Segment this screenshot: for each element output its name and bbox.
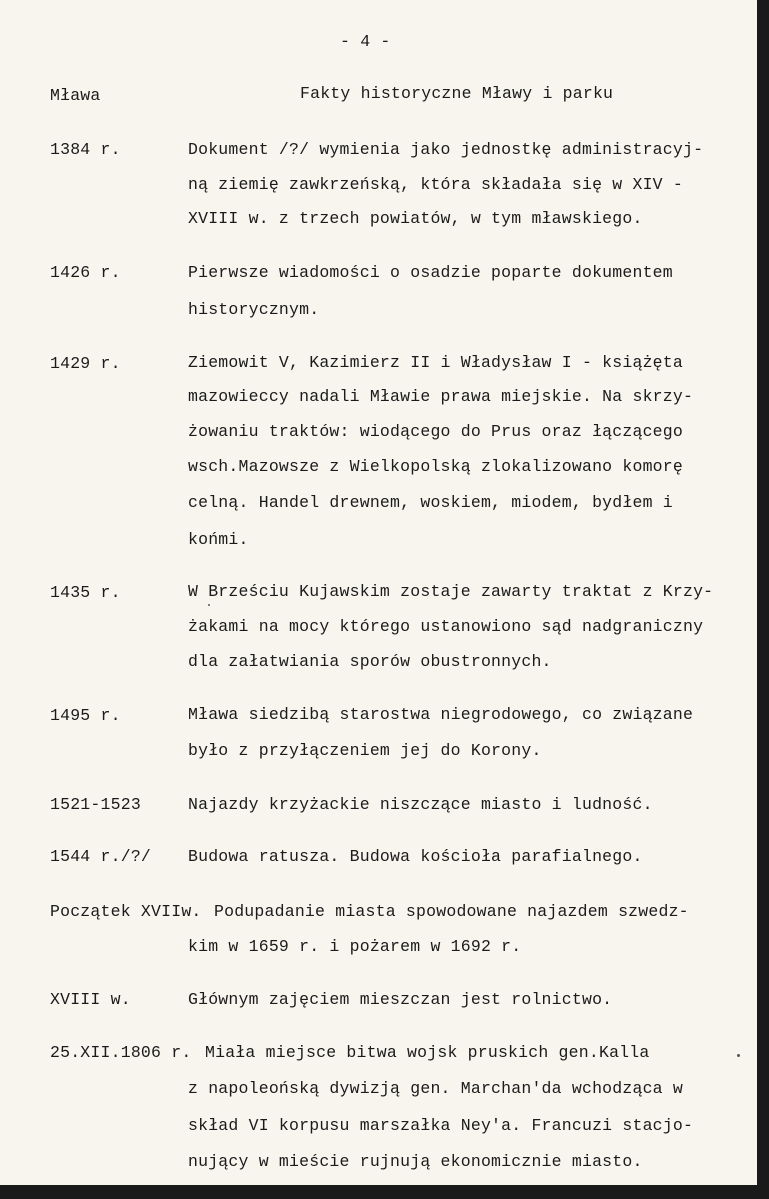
entry-text-line: historycznym. (188, 300, 320, 319)
entry-text-line: mazowieccy nadali Mławie prawa miejskie. Na skrzy- (188, 387, 694, 406)
entry-text-line: nujący w mieście rujnują ekonomicznie miasto. (188, 1152, 643, 1171)
entry-text-line: końmi. (188, 530, 249, 549)
entry-text-line: Ziemowit V, Kazimierz II i Władysław I - książęta (188, 353, 683, 372)
entry-text-line: Mława siedzibą starostwa niegrodowego, co związane (188, 705, 694, 724)
entry-text-line: Budowa ratusza. Budowa kościoła parafialnego. (188, 847, 643, 866)
entry-text-line: dla załatwiania sporów obustronnych. (188, 652, 552, 671)
entry-date: Początek XVIIw. (50, 902, 202, 921)
entry-text-line: skład VI korpusu marszałka Ney'a. Francuzi stacjo- (188, 1116, 694, 1135)
entry-text-line: XVIII w. z trzech powiatów, w tym mławskiego. (188, 209, 643, 228)
entry-text-line: żowaniu traktów: wiodącego do Prus oraz łączącego (188, 422, 683, 441)
entry-date: 1521-1523 (50, 795, 141, 814)
entry-text-line: wsch.Mazowsze z Wielkopolską zlokalizowano komorę (188, 457, 683, 476)
entry-text-line: Podupadanie miasta spowodowane najazdem szwedz- (214, 902, 689, 921)
scan-border-right (757, 0, 769, 1199)
page-heading: Fakty historyczne Mławy i parku (300, 84, 614, 103)
entry-text-line: Głównym zajęciem mieszczan jest rolnictwo. (188, 990, 613, 1009)
entry-text-line: Najazdy krzyżackie niszczące miasto i ludność. (188, 795, 653, 814)
entry-text-line: Dokument /?/ wymienia jako jednostkę administracyj- (188, 140, 704, 159)
entry-date: 1544 r./?/ (50, 847, 152, 866)
entry-date: 1384 r. (50, 140, 121, 159)
entry-date: 1429 r. (50, 354, 121, 373)
paper-speck (208, 604, 210, 606)
entry-date: XVIII w. (50, 990, 131, 1009)
entry-date: 1435 r. (50, 583, 121, 602)
entry-date: 1495 r. (50, 706, 121, 725)
entry-text-line: ną ziemię zawkrzeńską, która składała się w XIV - (188, 175, 683, 194)
entry-date: 25.XII.1806 r. (50, 1043, 192, 1062)
entry-text-line: Pierwsze wiadomości o osadzie poparte dokumentem (188, 263, 673, 282)
entry-text-line: W Brześciu Kujawskim zostaje zawarty traktat z Krzy- (188, 582, 714, 601)
entry-text-line: Miała miejsce bitwa wojsk pruskich gen.Kalla (205, 1043, 650, 1062)
entry-date: 1426 r. (50, 263, 121, 282)
entry-text-line: z napoleońską dywizją gen. Marchan'da wchodząca w (188, 1079, 683, 1098)
paper-speck (737, 1054, 740, 1057)
entry-text-line: kim w 1659 r. i pożarem w 1692 r. (188, 937, 522, 956)
page-number: - 4 - (340, 32, 391, 51)
place-label: Mława (50, 86, 101, 105)
entry-text-line: było z przyłączeniem jej do Korony. (188, 741, 542, 760)
entry-text-line: celną. Handel drewnem, woskiem, miodem, bydłem i (188, 493, 673, 512)
entry-text-line: żakami na mocy którego ustanowiono sąd nadgraniczny (188, 617, 704, 636)
scan-border-bottom (0, 1185, 769, 1199)
